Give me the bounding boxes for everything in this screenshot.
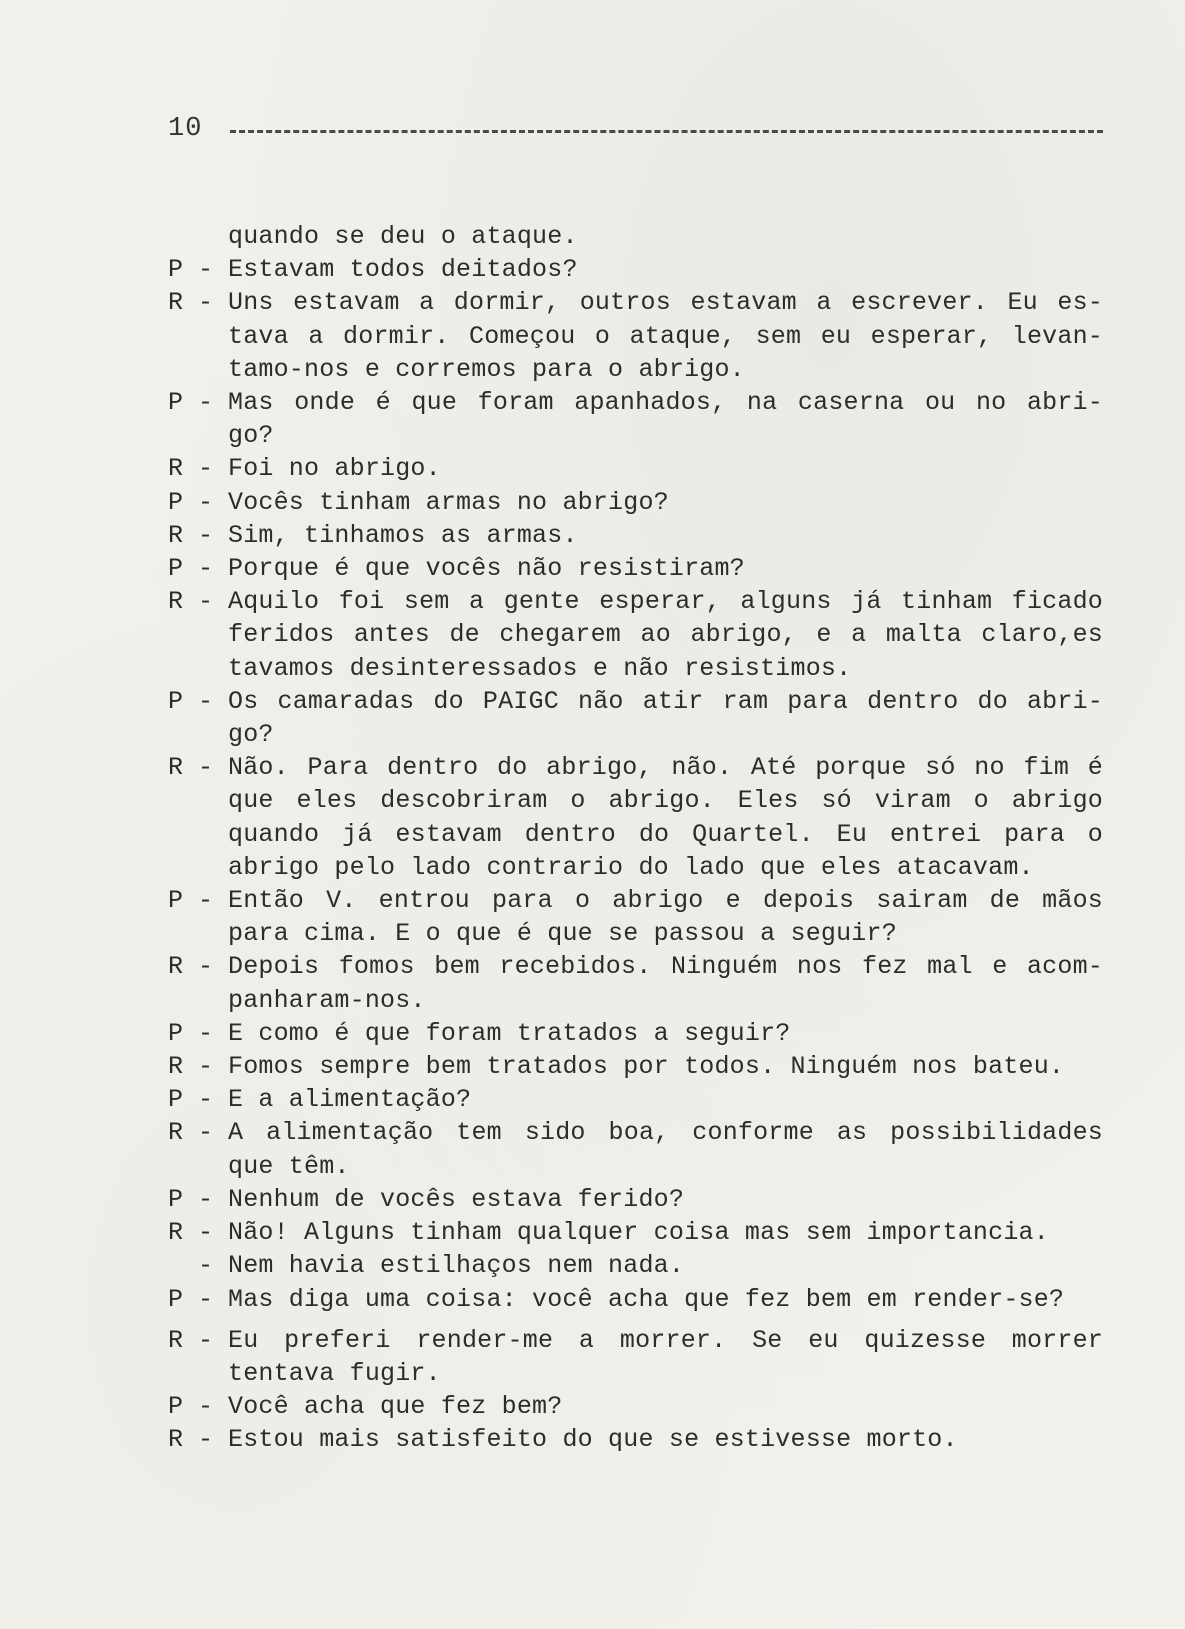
transcript-entry: [168, 950, 1103, 1016]
entry-text: [228, 1116, 1103, 1182]
speaker-label: R: [168, 1118, 184, 1148]
speaker-label: P: [168, 1392, 184, 1422]
transcript-entry: [168, 519, 1103, 552]
text-line: Fomos sempre bem tratados por todos. Ninguém nos bateu.: [228, 1052, 1065, 1082]
text-line: Estavam todos deitados?: [228, 255, 578, 285]
speaker-label: P: [168, 1184, 184, 1214]
transcript-entry: [168, 386, 1103, 452]
entry-text: [228, 685, 1103, 751]
speaker-label: R: [168, 454, 184, 484]
entry-text: [228, 253, 1103, 286]
text-line: Porque é que vocês não resistiram?: [228, 554, 745, 584]
text-line: Uns estavam a dormir, outros estavam a escrever. Eu es-: [228, 288, 1103, 318]
entry-text: [228, 1283, 1103, 1316]
transcript-entry: [168, 1116, 1103, 1182]
speaker-dash: -: [198, 255, 214, 285]
speaker-label: P: [168, 1284, 184, 1314]
entry-text: [228, 1017, 1103, 1050]
entry-text: [228, 1249, 1103, 1282]
speaker-label: R: [168, 520, 184, 550]
entry-text: [228, 1216, 1103, 1249]
text-line: go?: [228, 720, 274, 750]
text-line: abrigo pelo lado contrario do lado que eles atacavam.: [228, 852, 1034, 882]
speaker-dash: -: [198, 554, 214, 584]
speaker-dash: -: [198, 388, 214, 418]
entry-text: [228, 386, 1103, 452]
speaker-dash: -: [198, 1425, 214, 1455]
speaker-dash: -: [198, 1118, 214, 1148]
speaker-label: R: [168, 952, 184, 982]
text-line: Então V. entrou para o abrigo e depois sairam de mãos: [228, 886, 1103, 916]
entry-text: [228, 519, 1103, 552]
text-line: panharam-nos.: [228, 985, 426, 1015]
text-line: tavamos desinteressados e não resistimos.: [228, 653, 852, 683]
speaker-label: R: [168, 587, 184, 617]
text-line: tamo-nos e corremos para o abrigo.: [228, 354, 745, 384]
header-dashed-rule: [230, 130, 1103, 133]
page-number: 10: [168, 114, 203, 144]
speaker-label: R: [168, 288, 184, 318]
speaker-dash: -: [198, 520, 214, 550]
transcript-entry: [168, 1249, 1103, 1282]
entry-text: [228, 552, 1103, 585]
text-line: Vocês tinham armas no abrigo?: [228, 487, 669, 517]
transcript-entry: [168, 1283, 1103, 1316]
text-line: go?: [228, 421, 274, 451]
speaker-label: R: [168, 1325, 184, 1355]
text-line: tentava fugir.: [228, 1358, 441, 1388]
speaker-dash: -: [198, 952, 214, 982]
speaker-dash: -: [198, 1218, 214, 1248]
text-line: Depois fomos bem recebidos. Ninguém nos fez mal e acom-: [228, 952, 1103, 982]
transcript-entry: [168, 253, 1103, 286]
text-line: Mas onde é que foram apanhados, na caserna ou no abri-: [228, 388, 1103, 418]
entry-text: [228, 1083, 1103, 1116]
entry-text: [228, 950, 1103, 1016]
text-line: que têm.: [228, 1151, 350, 1181]
interview-transcript: [168, 220, 1103, 1457]
text-line: quando já estavam dentro do Quartel. Eu entrei para o: [228, 819, 1103, 849]
entry-text: [228, 585, 1103, 685]
transcript-entry: [168, 884, 1103, 950]
text-line: quando se deu o ataque.: [228, 222, 578, 251]
entry-text: [228, 1324, 1103, 1390]
text-line: E como é que foram tratados a seguir?: [228, 1018, 791, 1048]
speaker-label: R: [168, 1218, 184, 1248]
speaker-dash: -: [198, 288, 214, 318]
text-line: Nenhum de vocês estava ferido?: [228, 1184, 685, 1214]
entry-text: [228, 1050, 1103, 1083]
speaker-label: P: [168, 487, 184, 517]
speaker-dash: -: [198, 1284, 214, 1314]
speaker-dash: -: [198, 753, 214, 783]
text-line: Aquilo foi sem a gente esperar, alguns já tinham ficado: [228, 587, 1103, 617]
transcript-entry: [168, 286, 1103, 386]
entry-text: [228, 1390, 1103, 1423]
speaker-label: P: [168, 255, 184, 285]
speaker-label: P: [168, 886, 184, 916]
text-line: Não. Para dentro do abrigo, não. Até porque só no fim é: [228, 753, 1103, 783]
transcript-entry: [168, 751, 1103, 884]
transcript-entry: [168, 552, 1103, 585]
entry-text: [228, 486, 1103, 519]
transcript-entry: [168, 1050, 1103, 1083]
text-line: que eles descobriram o abrigo. Eles só viram o abrigo: [228, 786, 1103, 816]
speaker-dash: -: [198, 487, 214, 517]
speaker-dash: -: [198, 1251, 214, 1281]
speaker-label: P: [168, 686, 184, 716]
speaker-dash: -: [198, 1392, 214, 1422]
transcript-entry: [168, 486, 1103, 519]
text-line: tava a dormir. Começou o ataque, sem eu esperar, levan-: [228, 321, 1103, 351]
text-line: Nem havia estilhaços nem nada.: [228, 1251, 685, 1281]
text-line: Os camaradas do PAIGC não atir ram para dentro do abri-: [228, 686, 1103, 716]
transcript-entry: [168, 1216, 1103, 1249]
text-line: Mas diga uma coisa: você acha que fez bem em render-se?: [228, 1284, 1065, 1314]
entry-text: [228, 220, 1103, 253]
speaker-label: P: [168, 1018, 184, 1048]
text-line: Sim, tinhamos as armas.: [228, 520, 578, 550]
transcript-entry: [168, 220, 1103, 253]
speaker-dash: -: [198, 1052, 214, 1082]
page-header: [168, 108, 1103, 148]
speaker-dash: -: [198, 1325, 214, 1355]
transcript-entry: [168, 1183, 1103, 1216]
transcript-entry: [168, 1324, 1103, 1390]
transcript-entry: [168, 1017, 1103, 1050]
entry-text: [228, 1423, 1103, 1456]
entry-text: [228, 452, 1103, 485]
transcript-entry: [168, 1083, 1103, 1116]
speaker-label: R: [168, 1052, 184, 1082]
text-line: para cima. E o que é que se passou a seguir?: [228, 919, 897, 949]
transcript-entry: [168, 585, 1103, 685]
speaker-dash: -: [198, 1184, 214, 1214]
text-line: Você acha que fez bem?: [228, 1392, 563, 1422]
text-line: Foi no abrigo.: [228, 454, 441, 484]
speaker-dash: -: [198, 886, 214, 916]
entry-text: [228, 1183, 1103, 1216]
text-line: Eu preferi render-me a morrer. Se eu quizesse morrer: [228, 1325, 1103, 1355]
transcript-entry: [168, 452, 1103, 485]
speaker-label: R: [168, 1425, 184, 1455]
transcript-entry: [168, 1390, 1103, 1423]
speaker-label: P: [168, 388, 184, 418]
speaker-dash: -: [198, 1085, 214, 1115]
text-line: Estou mais satisfeito do que se estivesse morto.: [228, 1425, 958, 1455]
text-line: E a alimentação?: [228, 1085, 472, 1115]
speaker-dash: -: [198, 587, 214, 617]
speaker-dash: -: [198, 686, 214, 716]
text-line: feridos antes de chegarem ao abrigo, e a malta claro,es: [228, 620, 1103, 650]
speaker-dash: -: [198, 454, 214, 484]
speaker-label: P: [168, 1085, 184, 1115]
entry-text: [228, 884, 1103, 950]
text-line: Não! Alguns tinham qualquer coisa mas sem importancia.: [228, 1218, 1049, 1248]
transcript-entry: [168, 685, 1103, 751]
entry-text: [228, 286, 1103, 386]
speaker-label: P: [168, 554, 184, 584]
text-line: A alimentação tem sido boa, conforme as possibilidades: [228, 1118, 1103, 1148]
speaker-dash: -: [198, 1018, 214, 1048]
transcript-entry: [168, 1423, 1103, 1456]
entry-text: [228, 751, 1103, 884]
speaker-label: R: [168, 753, 184, 783]
